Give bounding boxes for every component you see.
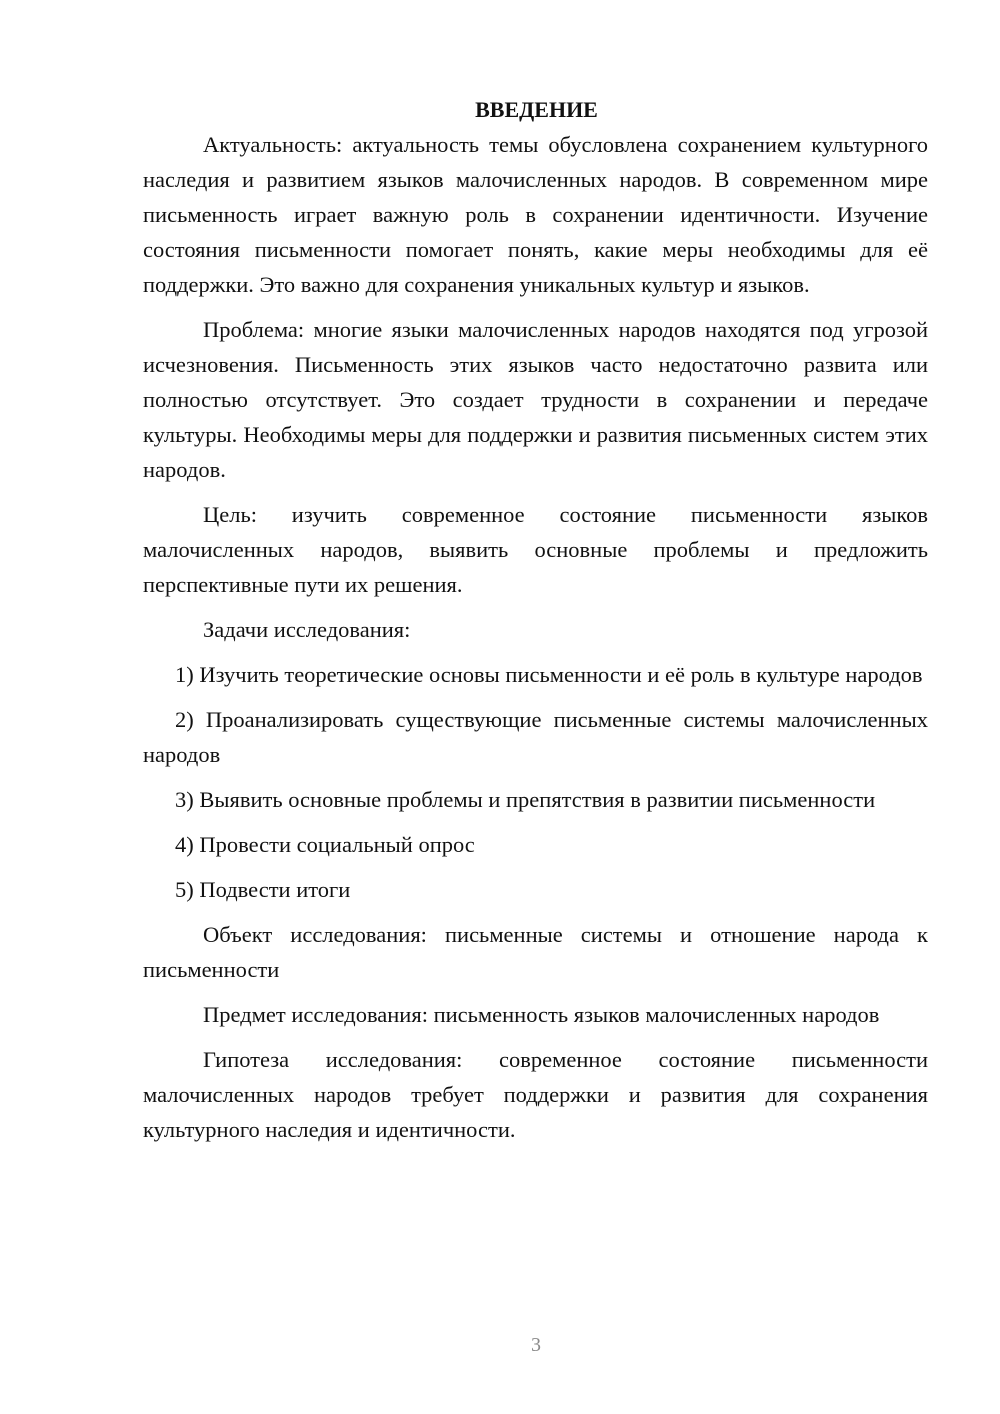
task-item-1: 1) Изучить теоретические основы письменности и её роль в культуре народов [175, 662, 923, 687]
paragraph-hypothesis: Гипотеза исследования: современное состояние письменности малочисленных народов требует поддержки и развития для сохранения культурного наследия и идентичности. [143, 1047, 928, 1142]
paragraph-goal: Цель: изучить современное состояние письменности языков малочисленных народов, выявить основные проблемы и предложить перспективные пути их решения. [143, 502, 928, 597]
task-item-4: 4) Провести социальный опрос [175, 832, 475, 857]
document-page [143, 92, 928, 1147]
paragraph-subject: Предмет исследования: письменность языков малочисленных народов [203, 1002, 880, 1027]
task-item-2: 2) Проанализировать существующие письменные системы малочисленных народов [143, 707, 928, 767]
task-item-5: 5) Подвести итоги [175, 877, 351, 902]
task-item-3: 3) Выявить основные проблемы и препятствия в развитии письменности [175, 787, 876, 812]
page-number: 3 [531, 1334, 541, 1356]
paragraph-relevance: Актуальность: актуальность темы обусловлена сохранением культурного наследия и развитием языков малочисленных народов. В современном мире письменность играет важную роль в сохранении идентичности. Изучение состояния письменности помогает понять, какие меры необходимы для её поддержки. Это важно для сохранения уникальных культур и языков. [143, 132, 928, 297]
section-title: ВВЕДЕНИЕ [475, 97, 598, 122]
tasks-heading: Задачи исследования: [203, 617, 411, 642]
paragraph-object: Объект исследования: письменные системы и отношение народа к письменности [143, 922, 928, 982]
paragraph-problem: Проблема: многие языки малочисленных народов находятся под угрозой исчезновения. Письменность этих языков часто недостаточно развита или полностью отсутствует. Это создает трудности в сохранении и передаче культуры. Необходимы меры для поддержки и развития письменных систем этих народов. [143, 317, 928, 482]
